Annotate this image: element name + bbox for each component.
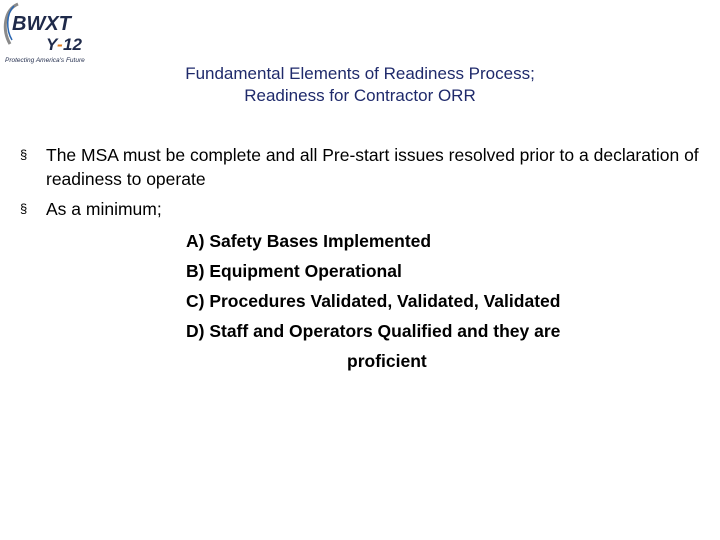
slide-title — [80, 63, 640, 107]
logo-brand-bottom: Y — [46, 35, 58, 54]
bullet-item — [20, 143, 700, 191]
bwxt-logo-icon — [0, 0, 90, 60]
bullet-item — [20, 197, 700, 221]
bullet-text: As a minimum; — [46, 199, 162, 219]
minimum-requirements-list — [186, 226, 636, 376]
logo-brand-top: BWXT — [12, 13, 71, 35]
svg-text:12: 12 — [63, 35, 82, 54]
logo-tagline: Protecting America's Future — [5, 57, 85, 64]
requirement-continuation-text: proficient — [347, 351, 427, 371]
slide-title-line1: Fundamental Elements of Readiness Process; — [185, 64, 535, 83]
requirement-item: C) Procedures Validated, Validated, Validated — [186, 291, 561, 311]
slide-title-line2: Readiness for Contractor ORR — [244, 86, 476, 105]
bullet-marker-icon: § — [20, 201, 28, 216]
bullet-text: The MSA must be complete and all Pre-start issues resolved prior to a declaration of readiness to operate — [46, 145, 699, 189]
svg-text:-: - — [57, 35, 63, 54]
bwxt-y12-logo — [0, 0, 90, 70]
requirement-item: A) Safety Bases Implemented — [186, 231, 432, 251]
requirement-item: B) Equipment Operational — [186, 261, 402, 281]
requirement-item: D) Staff and Operators Qualified and they are — [186, 321, 561, 341]
bullet-marker-icon: § — [20, 147, 28, 162]
bullet-list — [20, 143, 700, 227]
requirement-item-continuation — [186, 346, 636, 376]
